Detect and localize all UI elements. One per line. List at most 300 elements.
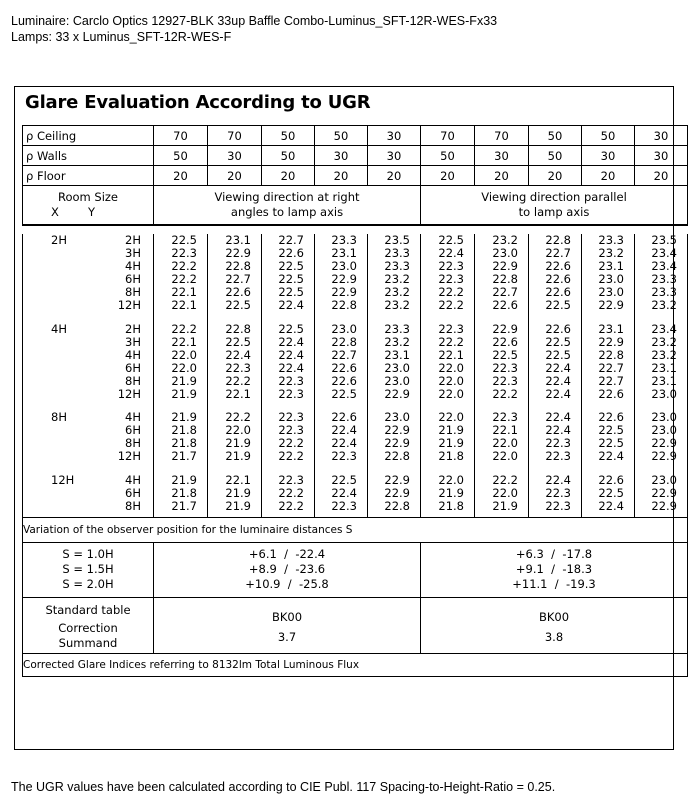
right-ugr-column: [262, 323, 315, 412]
room-y-list: [118, 411, 141, 463]
room-y: 8H: [125, 285, 141, 300]
ugr-value: 21.9: [438, 485, 464, 500]
ugr-value: 22.1: [171, 298, 197, 313]
room-x: 12H: [51, 472, 75, 487]
right-standard: [154, 597, 421, 653]
ugr-value: 22.8: [598, 347, 624, 362]
ugr-value: 22.4: [331, 423, 357, 438]
parallel-ugr-column: [421, 411, 475, 473]
y-label: Y: [87, 205, 95, 219]
parallel-ugr-column: [635, 474, 688, 518]
ugr-value: 23.2: [384, 272, 410, 287]
room-size-group: [23, 411, 688, 473]
ugr-value: 22.0: [438, 387, 464, 402]
ugr-value: 22.4: [278, 334, 304, 349]
reflectance-value: 70: [421, 126, 475, 146]
ugr-value: 22.3: [278, 410, 304, 425]
room-x: 8H: [51, 410, 67, 425]
parallel-ugr-column: [529, 411, 582, 473]
ugr-value: 22.5: [171, 233, 197, 247]
right-ugr-column: [368, 323, 421, 412]
right-ugr-column: [315, 474, 368, 518]
parallel-ugr-column: [529, 234, 582, 323]
room-y: 6H: [125, 360, 141, 375]
ugr-value: 21.8: [438, 449, 464, 464]
ugr-value: 23.3: [651, 272, 677, 287]
reflectance-value: 50: [529, 126, 582, 146]
ugr-value: 22.4: [331, 485, 357, 500]
variation-values-row: [23, 542, 688, 597]
ugr-value: 22.2: [278, 449, 304, 464]
ugr-value: 23.2: [384, 285, 410, 300]
ugr-value: 22.8: [384, 498, 410, 513]
ugr-value: 22.5: [598, 485, 624, 500]
ugr-value: 22.7: [278, 233, 304, 247]
ugr-value: 23.2: [492, 233, 518, 247]
ugr-value: 22.3: [492, 410, 518, 425]
ugr-value: 22.2: [492, 387, 518, 402]
ugr-value: 22.5: [278, 272, 304, 287]
ugr-value: 22.9: [331, 272, 357, 287]
parallel-variations: [421, 542, 688, 597]
right-angles-label: Viewing direction at right angles to lamp axis: [214, 190, 360, 219]
right-ugr-column: [368, 474, 421, 518]
reflectance-row: [23, 126, 688, 146]
parallel-ugr-column: [475, 474, 529, 518]
right-ugr-column: [154, 474, 208, 518]
ugr-value: 23.1: [331, 246, 357, 261]
parallel-correction: 3.8: [544, 629, 564, 644]
ugr-value: 22.6: [545, 259, 571, 274]
ugr-value: 22.2: [278, 485, 304, 500]
parallel-ugr-column: [582, 411, 635, 473]
reflectance-value: 50: [154, 146, 208, 166]
parallel-variation: +6.3 / -17.8: [515, 547, 593, 562]
room-size-group: [23, 474, 688, 518]
standard-labels: [23, 597, 154, 653]
reflectance-value: 20: [635, 166, 688, 186]
ugr-value: 22.3: [438, 272, 464, 287]
ugr-value: 23.4: [651, 259, 677, 274]
reflectance-value: 70: [475, 126, 529, 146]
ugr-value: 22.4: [545, 387, 571, 402]
ugr-value: 22.7: [492, 285, 518, 300]
note-row: [23, 653, 688, 676]
ugr-value: 21.9: [438, 423, 464, 438]
parallel-ugr-column: [529, 323, 582, 412]
ugr-value: 21.8: [171, 436, 197, 451]
ugr-value: 22.0: [171, 360, 197, 375]
parallel-standard-table: BK00: [538, 609, 570, 624]
parallel-ugr-column: [421, 234, 475, 323]
ugr-value: 22.0: [438, 360, 464, 375]
reflectance-value: 20: [262, 166, 315, 186]
parallel-ugr-column: [475, 411, 529, 473]
ugr-value: 23.3: [384, 246, 410, 261]
ugr-value: 23.1: [598, 321, 624, 336]
ugr-value: 22.6: [278, 246, 304, 261]
ugr-value: 22.1: [225, 387, 251, 402]
ugr-value: 22.6: [331, 373, 357, 388]
ugr-value: 22.3: [545, 436, 571, 451]
ugr-value: 22.5: [278, 321, 304, 336]
ugr-value: 23.1: [384, 347, 410, 362]
room-y: 6H: [125, 485, 141, 500]
ugr-value: 23.0: [598, 285, 624, 300]
ugr-value: 22.4: [545, 472, 571, 487]
ugr-value: 22.1: [492, 423, 518, 438]
reflectance-value: 50: [529, 146, 582, 166]
ugr-value: 22.9: [598, 334, 624, 349]
reflectance-value: 20: [421, 166, 475, 186]
ugr-value: 23.5: [651, 233, 677, 247]
ugr-value: 23.4: [651, 321, 677, 336]
parallel-ugr-column: [635, 234, 688, 323]
parallel-ugr-column: [475, 234, 529, 323]
ugr-value: 22.2: [278, 436, 304, 451]
room-size-group: [23, 234, 688, 323]
right-variations: [154, 542, 421, 597]
ugr-value: 22.0: [492, 485, 518, 500]
ugr-value: 22.2: [225, 373, 251, 388]
room-y: 4H: [125, 410, 141, 425]
ugr-value: 22.9: [492, 259, 518, 274]
ugr-value: 22.9: [384, 436, 410, 451]
ugr-value: 22.7: [225, 272, 251, 287]
ugr-value: 22.5: [331, 387, 357, 402]
ugr-table: [22, 125, 688, 677]
right-ugr-column: [208, 234, 262, 323]
ugr-value: 23.1: [598, 259, 624, 274]
ugr-value: 23.0: [492, 246, 518, 261]
reflectance-value: 20: [582, 166, 635, 186]
right-ugr-column: [262, 234, 315, 323]
ugr-value: 22.6: [598, 472, 624, 487]
ugr-value: 21.9: [225, 449, 251, 464]
parallel-standard: [421, 597, 688, 653]
ugr-value: 22.6: [545, 321, 571, 336]
ugr-value: 21.7: [171, 498, 197, 513]
ugr-value: 22.5: [545, 334, 571, 349]
ugr-value: 22.4: [598, 498, 624, 513]
ugr-value: 22.5: [545, 347, 571, 362]
reflectance-value: 70: [208, 126, 262, 146]
ugr-value: 23.2: [651, 347, 677, 362]
right-ugr-column: [315, 323, 368, 412]
ugr-panel: [14, 86, 677, 750]
reflectance-value: 30: [208, 146, 262, 166]
reflectance-value: 50: [315, 126, 368, 146]
ugr-value: 23.0: [384, 410, 410, 425]
room-size-cell: [23, 234, 154, 323]
ugr-value: 22.3: [278, 373, 304, 388]
ugr-value: 21.7: [171, 449, 197, 464]
distance-label: S = 2.0H: [62, 577, 114, 592]
ugr-value: 22.2: [171, 259, 197, 274]
reflectance-value: 50: [262, 126, 315, 146]
parallel-label: Viewing direction parallel to lamp axis: [481, 190, 627, 219]
reflectance-value: 20: [529, 166, 582, 186]
ugr-value: 22.0: [438, 410, 464, 425]
ugr-value: 22.4: [225, 347, 251, 362]
ugr-value: 23.0: [384, 360, 410, 375]
ugr-value: 22.3: [331, 449, 357, 464]
room-size-cell: [23, 411, 154, 473]
ugr-value: 22.9: [651, 436, 677, 451]
ugr-value: 22.3: [545, 485, 571, 500]
room-x: 2H: [51, 233, 67, 247]
ugr-value: 22.9: [331, 285, 357, 300]
ugr-value: 21.9: [438, 436, 464, 451]
room-y: 12H: [117, 298, 141, 313]
ugr-value: 21.8: [171, 423, 197, 438]
ugr-value: 22.4: [545, 373, 571, 388]
ugr-value: 22.4: [331, 436, 357, 451]
ugr-value: 22.2: [438, 298, 464, 313]
right-ugr-column: [154, 323, 208, 412]
ugr-value: 23.2: [651, 298, 677, 313]
ugr-value: 23.1: [651, 373, 677, 388]
reflectance-value: 50: [582, 126, 635, 146]
ugr-value: 22.9: [225, 246, 251, 261]
ugr-value: 22.5: [492, 347, 518, 362]
ugr-value: 21.9: [225, 436, 251, 451]
ugr-value: 22.7: [331, 347, 357, 362]
right-ugr-column: [262, 474, 315, 518]
luminaire-line: Luminaire: Carclo Optics 12927-BLK 33up Baffle Combo-Luminus_SFT-12R-WES-Fx33: [11, 14, 498, 28]
ugr-value: 22.6: [598, 387, 624, 402]
ugr-value: 22.8: [492, 272, 518, 287]
reflectance-value: 30: [635, 146, 688, 166]
parallel-ugr-column: [421, 323, 475, 412]
ugr-value: 22.7: [545, 246, 571, 261]
ugr-value: 23.4: [651, 246, 677, 261]
ugr-value: 22.5: [225, 298, 251, 313]
reflectance-value: 20: [208, 166, 262, 186]
ugr-value: 22.8: [225, 321, 251, 336]
document-header: [11, 13, 497, 45]
ugr-value: 22.6: [331, 410, 357, 425]
parallel-ugr-column: [475, 323, 529, 412]
right-ugr-column: [154, 411, 208, 473]
room-y: 2H: [125, 233, 141, 247]
ugr-value: 22.5: [278, 285, 304, 300]
room-size-cell: [23, 474, 154, 518]
right-ugr-column: [154, 234, 208, 323]
ugr-value: 22.5: [278, 259, 304, 274]
ugr-value: 22.4: [598, 449, 624, 464]
ugr-value: 22.3: [331, 498, 357, 513]
lamps-line: Lamps: 33 x Luminus_SFT-12R-WES-F: [11, 30, 232, 44]
ugr-value: 22.3: [438, 259, 464, 274]
right-angles-header: [154, 186, 421, 226]
room-y: 8H: [125, 498, 141, 513]
correction-summand-label: Correction Summand: [58, 621, 118, 651]
parallel-ugr-column: [635, 411, 688, 473]
reflectance-value: 30: [635, 126, 688, 146]
ugr-value: 22.3: [438, 321, 464, 336]
ugr-value: 21.9: [225, 498, 251, 513]
right-variation: +8.9 / -23.6: [248, 562, 326, 577]
ugr-value: 21.8: [171, 485, 197, 500]
ugr-value: 21.9: [171, 387, 197, 402]
ugr-value: 22.0: [171, 347, 197, 362]
room-size-cell: [23, 323, 154, 412]
ugr-value: 22.5: [331, 472, 357, 487]
room-y: 3H: [125, 246, 141, 261]
ugr-value: 21.9: [492, 498, 518, 513]
ugr-value: 22.9: [651, 498, 677, 513]
ugr-value: 22.4: [278, 298, 304, 313]
ugr-value: 22.9: [384, 423, 410, 438]
reflectance-value: 50: [262, 146, 315, 166]
ugr-value: 22.0: [438, 472, 464, 487]
ugr-value: 22.3: [171, 246, 197, 261]
reflectance-value: 50: [421, 146, 475, 166]
column-header-row: [23, 186, 688, 226]
reflectance-value: 20: [315, 166, 368, 186]
reflectance-value: 30: [582, 146, 635, 166]
room-y: 8H: [125, 373, 141, 388]
room-size-header: [23, 186, 154, 226]
ugr-value: 22.1: [171, 334, 197, 349]
ugr-value: 22.3: [278, 387, 304, 402]
ugr-value: 22.8: [331, 334, 357, 349]
distance-labels: [23, 542, 154, 597]
ugr-value: 22.0: [438, 373, 464, 388]
ugr-value: 23.0: [331, 259, 357, 274]
room-y: 12H: [117, 449, 141, 464]
ugr-value: 22.3: [278, 423, 304, 438]
ugr-value: 23.3: [331, 233, 357, 247]
ugr-value: 21.9: [171, 472, 197, 487]
reflectance-value: 30: [368, 126, 421, 146]
calculation-footer: The UGR values have been calculated according to CIE Publ. 117 Spacing-to-Height-Ratio = 0.25.: [11, 780, 556, 794]
right-correction: 3.7: [277, 629, 297, 644]
ugr-value: 22.0: [225, 423, 251, 438]
right-variation: +10.9 / -25.8: [245, 577, 329, 592]
reflectance-label: ρ Floor: [23, 166, 154, 186]
ugr-value: 22.2: [225, 410, 251, 425]
reflectance-label: ρ Ceiling: [23, 126, 154, 146]
ugr-value: 22.6: [492, 334, 518, 349]
standard-table-row: [23, 597, 688, 653]
ugr-value: 22.6: [545, 285, 571, 300]
ugr-value: 22.8: [331, 298, 357, 313]
ugr-value: 23.0: [651, 472, 677, 487]
ugr-value: 22.2: [171, 321, 197, 336]
ugr-value: 23.3: [384, 321, 410, 336]
ugr-value: 22.5: [225, 334, 251, 349]
room-y-list: [118, 234, 141, 313]
parallel-ugr-column: [582, 323, 635, 412]
parallel-ugr-column: [582, 474, 635, 518]
ugr-value: 23.1: [225, 233, 251, 247]
parallel-header: [421, 186, 688, 226]
reflectance-value: 20: [368, 166, 421, 186]
ugr-value: 22.2: [438, 285, 464, 300]
parallel-ugr-column: [635, 323, 688, 412]
right-ugr-column: [208, 474, 262, 518]
ugr-value: 22.6: [492, 298, 518, 313]
ugr-value: 21.9: [225, 485, 251, 500]
right-ugr-column: [315, 234, 368, 323]
room-y: 8H: [125, 436, 141, 451]
ugr-value: 22.3: [492, 373, 518, 388]
variation-row: [23, 517, 688, 542]
ugr-value: 22.9: [384, 485, 410, 500]
ugr-value: 23.0: [384, 373, 410, 388]
x-label: X: [51, 205, 59, 219]
right-ugr-column: [262, 411, 315, 473]
ugr-value: 22.6: [225, 285, 251, 300]
ugr-value: 22.3: [225, 360, 251, 375]
room-y: 6H: [125, 272, 141, 287]
ugr-value: 23.0: [651, 410, 677, 425]
room-y: 4H: [125, 259, 141, 274]
ugr-value: 22.4: [545, 410, 571, 425]
ugr-value: 21.9: [171, 373, 197, 388]
ugr-value: 22.9: [492, 321, 518, 336]
parallel-ugr-column: [582, 234, 635, 323]
ugr-value: 22.5: [545, 298, 571, 313]
ugr-value: 22.4: [278, 347, 304, 362]
ugr-value: 22.2: [492, 472, 518, 487]
ugr-value: 22.8: [225, 259, 251, 274]
reflectance-value: 20: [475, 166, 529, 186]
distance-label: S = 1.5H: [62, 562, 114, 577]
reflectance-row: [23, 146, 688, 166]
reflectance-value: 30: [475, 146, 529, 166]
reflectance-value: 70: [154, 126, 208, 146]
ugr-value: 22.9: [651, 449, 677, 464]
ugr-value: 22.2: [438, 334, 464, 349]
room-y: 4H: [125, 472, 141, 487]
panel-title: Glare Evaluation According to UGR: [25, 92, 371, 113]
room-size-group: [23, 323, 688, 412]
right-ugr-column: [208, 411, 262, 473]
room-y-list: [118, 323, 141, 402]
ugr-value: 22.2: [171, 272, 197, 287]
ugr-value: 22.2: [278, 498, 304, 513]
room-y-list: [125, 474, 141, 513]
ugr-value: 22.4: [545, 360, 571, 375]
ugr-value: 22.3: [545, 449, 571, 464]
reflectance-value: 30: [368, 146, 421, 166]
right-ugr-column: [315, 411, 368, 473]
ugr-value: 23.2: [384, 334, 410, 349]
ugr-value: 23.3: [651, 285, 677, 300]
ugr-value: 22.1: [171, 285, 197, 300]
ugr-value: 22.0: [492, 449, 518, 464]
ugr-value: 22.7: [598, 373, 624, 388]
parallel-variation: +9.1 / -18.3: [515, 562, 593, 577]
ugr-value: 22.3: [278, 472, 304, 487]
room-y: 3H: [125, 334, 141, 349]
right-ugr-column: [208, 323, 262, 412]
ugr-value: 22.9: [384, 387, 410, 402]
reflectance-label: ρ Walls: [23, 146, 154, 166]
ugr-value: 22.9: [598, 298, 624, 313]
ugr-value: 23.5: [384, 233, 410, 247]
ugr-value: 21.9: [171, 410, 197, 425]
ugr-value: 22.4: [545, 423, 571, 438]
ugr-value: 23.0: [598, 272, 624, 287]
parallel-ugr-column: [421, 474, 475, 518]
right-ugr-column: [368, 411, 421, 473]
ugr-value: 23.0: [331, 321, 357, 336]
ugr-value: 22.8: [545, 233, 571, 247]
